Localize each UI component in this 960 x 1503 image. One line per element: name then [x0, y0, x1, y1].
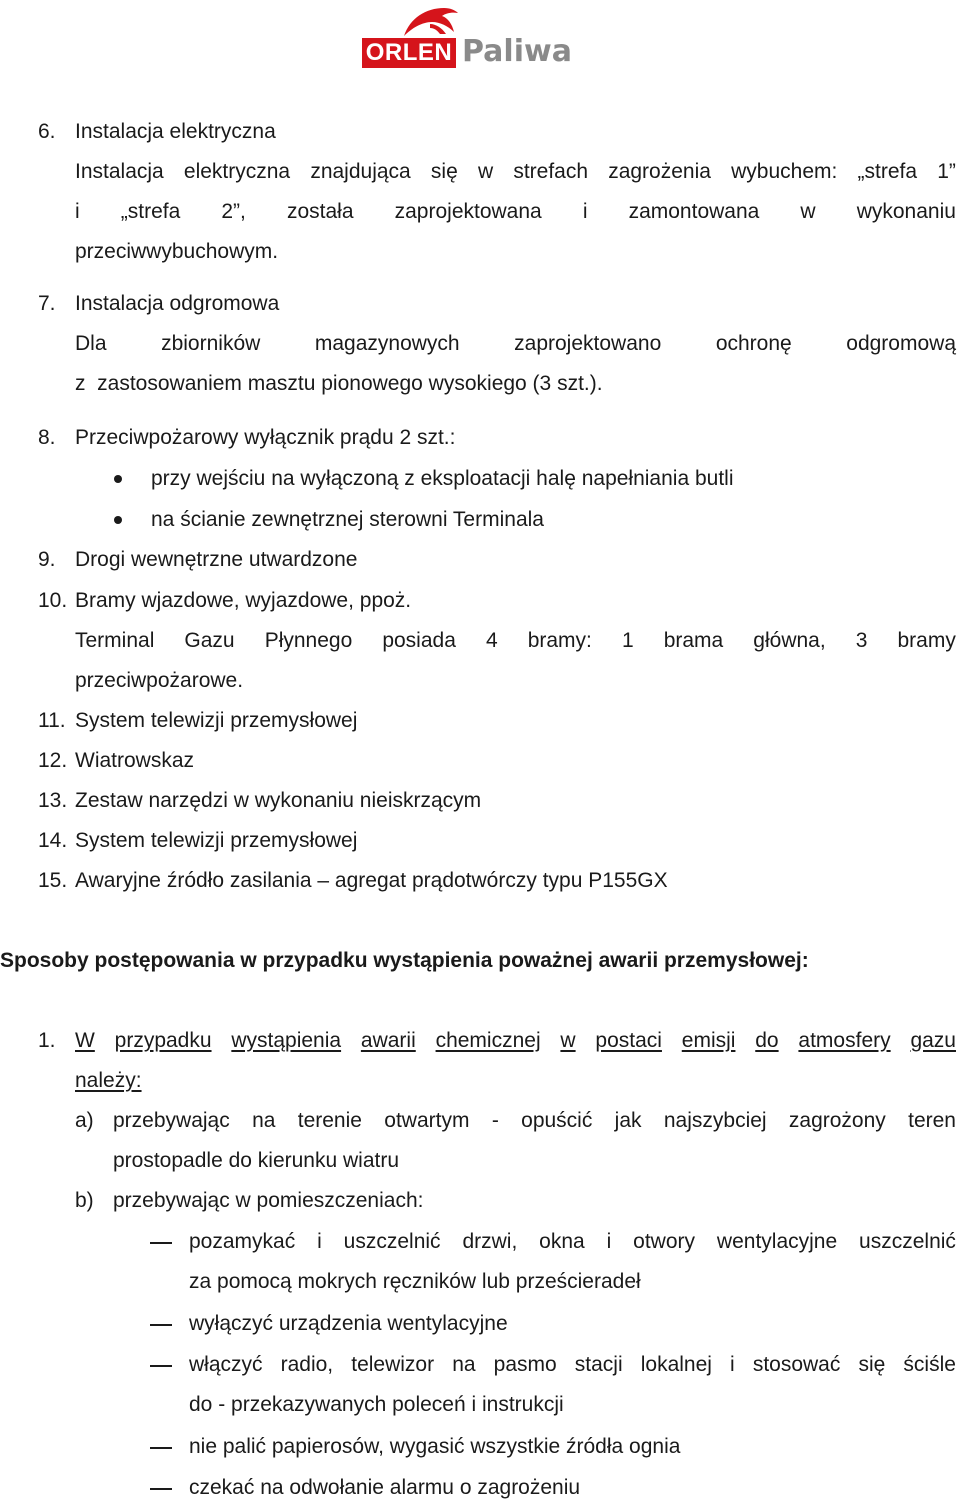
list-item: przy wejściu na wyłączoną z eksploatacji halę napełniania butli	[151, 467, 734, 490]
dash-icon	[150, 1242, 172, 1244]
item-number: 7.	[38, 292, 56, 315]
item-number: 1.	[38, 1029, 56, 1052]
item-body-line: przeciwpożarowe.	[75, 669, 244, 692]
bullet-icon	[114, 475, 122, 483]
item-body-line: przeciwwybuchowym.	[75, 240, 279, 263]
item-number: 10.	[38, 589, 68, 612]
item-body-line: i „strefa 2”, została zaprojektowana i zamontowana w wykonaniu	[75, 200, 956, 223]
item-body-line: Instalacja elektryczna znajdująca się w strefach zagrożenia wybuchem: „strefa 1”	[75, 160, 956, 183]
item-title: Instalacja elektryczna	[75, 120, 276, 143]
sub-item-line: prostopadle do kierunku wiatru	[113, 1149, 400, 1172]
item-title: System telewizji przemysłowej	[75, 709, 358, 732]
dash-icon	[150, 1324, 172, 1326]
item-number: 14.	[38, 829, 68, 852]
item-title: System telewizji przemysłowej	[75, 829, 358, 852]
dash-item-line: za pomocą mokrych ręczników lub prześcieradeł	[189, 1270, 641, 1293]
item-title: Awaryjne źródło zasilania – agregat prądotwórczy typu P155GX	[75, 869, 668, 892]
sub-item-line: przebywając w pomieszczeniach:	[113, 1189, 424, 1212]
dash-item-line: wyłączyć urządzenia wentylacyjne	[189, 1312, 508, 1335]
dash-icon	[150, 1447, 172, 1449]
procedure-title-line: W przypadku wystąpienia awarii chemicznej w postaci emisji do atmosfery gazu	[75, 1029, 956, 1052]
item-number: 15.	[38, 869, 68, 892]
bullet-icon	[114, 516, 122, 524]
logo-paliwa-word: Paliwa	[462, 34, 572, 69]
sub-item-line: przebywając na terenie otwartym - opuścić jak najszybciej zagrożony teren	[113, 1109, 956, 1132]
item-number: 13.	[38, 789, 68, 812]
item-title: Bramy wjazdowe, wyjazdowe, ppoż.	[75, 589, 412, 612]
item-body-line: z zastosowaniem masztu pionowego wysokiego (3 szt.).	[75, 372, 603, 395]
item-title: Drogi wewnętrzne utwardzone	[75, 548, 358, 571]
item-title: Instalacja odgromowa	[75, 292, 280, 315]
item-number: 8.	[38, 426, 56, 449]
list-item: na ścianie zewnętrznej sterowni Terminala	[151, 508, 544, 531]
dash-item-line: do - przekazywanych poleceń i instrukcji	[189, 1393, 564, 1416]
dash-item-line: pozamykać i uszczelnić drzwi, okna i otwory wentylacyjne uszczelnić	[189, 1230, 956, 1253]
item-title: Wiatrowskaz	[75, 749, 195, 772]
item-body-line: Dla zbiorników magazynowych zaprojektowano ochronę odgromową	[75, 332, 956, 355]
sub-item-label: a)	[75, 1109, 94, 1132]
item-number: 6.	[38, 120, 56, 143]
dash-icon	[150, 1365, 172, 1367]
orlen-paliwa-logo	[362, 4, 582, 68]
dash-icon	[150, 1488, 172, 1490]
procedure-title-line: należy:	[75, 1069, 142, 1092]
item-body-line: Terminal Gazu Płynnego posiada 4 bramy: 1 brama główna, 3 bramy	[75, 629, 956, 652]
logo-orlen-box: ORLEN	[362, 38, 456, 68]
dash-item-line: czekać na odwołanie alarmu o zagrożeniu	[189, 1476, 581, 1499]
dash-item-line: nie palić papierosów, wygasić wszystkie źródła ognia	[189, 1435, 681, 1458]
item-title: Przeciwpożarowy wyłącznik prądu 2 szt.:	[75, 426, 456, 449]
item-number: 11.	[38, 709, 66, 732]
sub-item-label: b)	[75, 1189, 94, 1212]
item-title: Zestaw narzędzi w wykonaniu nieiskrzącym	[75, 789, 482, 812]
item-number: 9.	[38, 548, 56, 571]
eagle-icon	[400, 4, 460, 40]
item-number: 12.	[38, 749, 68, 772]
section-heading: Sposoby postępowania w przypadku wystąpienia poważnej awarii przemysłowej:	[0, 949, 809, 972]
dash-item-line: włączyć radio, telewizor na pasmo stacji lokalnej i stosować się ściśle	[189, 1353, 956, 1376]
